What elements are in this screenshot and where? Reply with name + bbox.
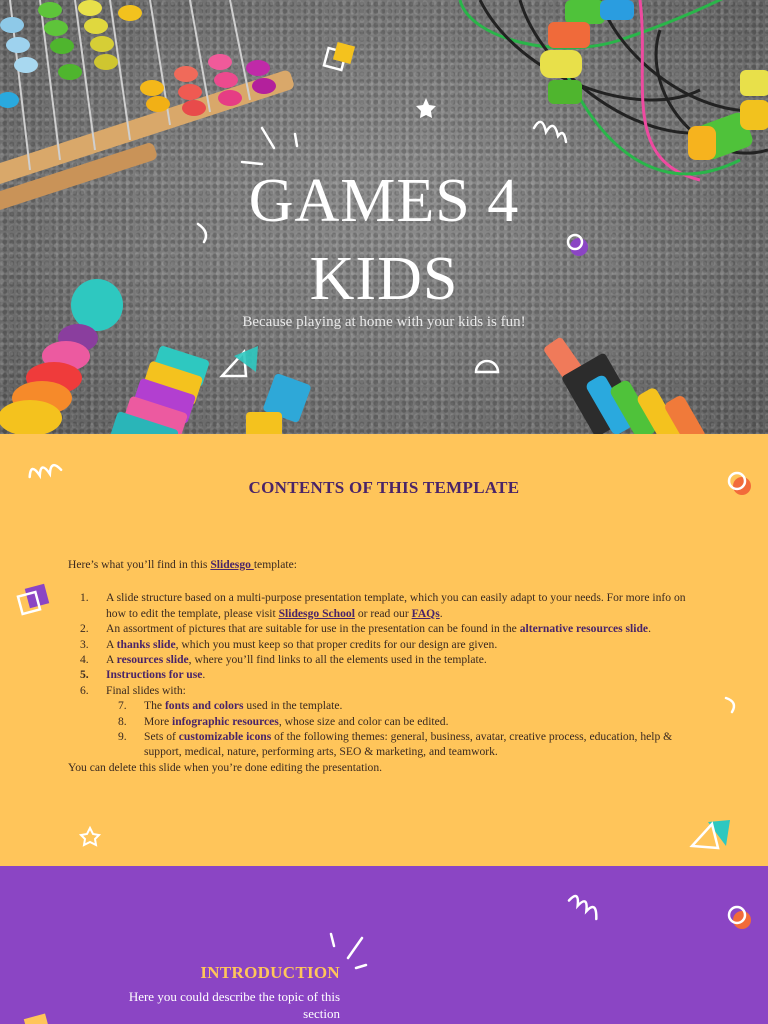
item-bold: thanks slide	[116, 637, 176, 651]
introduction-description: Here you could describe the topic of this section	[128, 989, 340, 1021]
item-text: of the following themes: general, business, avatar, creative process, education, help & support, medical, nature, performing arts, SEO & marketing, and teamwork.	[144, 730, 673, 759]
cover-title	[0, 162, 768, 318]
item-text: The	[144, 699, 165, 713]
item-bold: resources slide	[116, 653, 189, 667]
list-item	[80, 590, 708, 621]
list-item	[80, 667, 708, 682]
item-text: .	[648, 622, 651, 636]
item-bold: infographic resources	[172, 714, 279, 728]
item-number: 1.	[80, 591, 89, 605]
maze-beads	[540, 0, 768, 161]
contents-intro-line	[68, 557, 708, 572]
item-text: , where you’ll find links to all the elements used in the template.	[188, 653, 487, 667]
introduction-slide	[0, 866, 768, 1024]
contents-footer: You can delete this slide when you’re done editing the presentation.	[68, 760, 383, 774]
cover-slide	[0, 0, 768, 434]
sub-list-item	[118, 729, 708, 760]
item-number: 4.	[80, 653, 89, 667]
introduction-title: INTRODUCTION	[200, 963, 340, 982]
item-bold: alternative resources slide	[519, 622, 649, 636]
block-stack-illustration	[109, 345, 312, 434]
contents-slide	[0, 434, 768, 866]
slidesgo-school-link[interactable]: Slidesgo School	[278, 606, 355, 620]
item-number: 9.	[118, 730, 127, 744]
faqs-link[interactable]: FAQs	[411, 606, 440, 620]
cover-title-line2: KIDS	[309, 245, 459, 313]
item-number: 2.	[80, 622, 89, 636]
item-text: An assortment of pictures that are suitable for use in the presentation can be found in the	[106, 622, 520, 636]
cover-title-line1: GAMES 4	[248, 167, 520, 235]
sub-list	[106, 698, 708, 760]
item-text: A	[106, 653, 117, 667]
item-text: , which you must keep so that proper credits for our design are given.	[175, 637, 498, 651]
item-text: .	[439, 606, 443, 620]
item-bold: fonts and colors	[164, 699, 244, 713]
contents-body	[68, 557, 708, 775]
item-text: A slide structure based on a multi-purpose presentation template, which you can easily adapt to your needs. For more info on how to edit the template, please visit	[106, 591, 686, 620]
item-number: 8.	[118, 714, 127, 728]
item-text: , whose size and color can be edited.	[278, 714, 449, 728]
sub-list-item	[118, 698, 708, 713]
list-item	[80, 637, 708, 652]
intro-prefix: Here’s what you’ll find in this	[68, 558, 211, 571]
item-number: 6.	[80, 683, 89, 697]
star-decor	[416, 98, 436, 118]
cover-subtitle: Because playing at home with your kids is fun!	[242, 314, 526, 330]
item-number: 7.	[118, 699, 127, 713]
contents-title: CONTENTS OF THIS TEMPLATE	[248, 478, 520, 497]
item-text: used in the template.	[243, 699, 343, 713]
item-number: 3.	[80, 637, 89, 651]
ring-tower-illustration	[543, 336, 707, 434]
intro-suffix: template:	[253, 558, 297, 571]
item-text: Sets of	[144, 730, 179, 744]
slidesgo-link[interactable]: Slidesgo	[210, 558, 254, 571]
item-text: .	[202, 668, 206, 682]
item-text: A	[106, 637, 117, 651]
yellow-square-decor	[333, 42, 355, 64]
contents-list	[68, 590, 708, 759]
item-text: or read our	[354, 606, 412, 620]
item-number: 5.	[80, 668, 89, 682]
item-bold: Instructions for use	[106, 668, 203, 682]
item-text: Final slides with:	[106, 683, 186, 697]
item-bold: customizable icons	[178, 730, 272, 744]
list-item	[80, 652, 708, 667]
item-text: More	[144, 714, 173, 728]
sub-list-item	[118, 714, 708, 729]
list-item	[80, 683, 708, 698]
list-item	[80, 621, 708, 636]
